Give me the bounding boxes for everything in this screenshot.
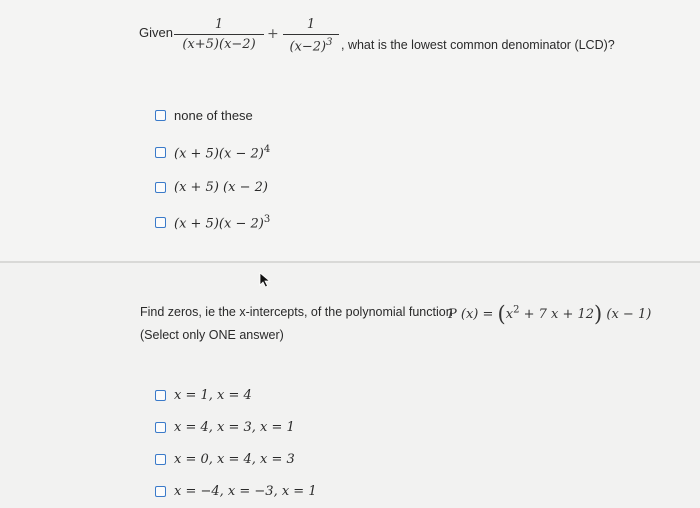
q1-option-2-checkbox[interactable] <box>155 147 166 158</box>
q1-option-4[interactable] <box>155 214 270 231</box>
q2-instruction: (Select only ONE answer) <box>140 328 284 342</box>
q1-frac1-denominator: (x+5)(x−2) <box>182 37 256 52</box>
q1-frac2-numerator: 1 <box>306 17 316 32</box>
q2-option-3-checkbox[interactable] <box>155 454 166 465</box>
q2-func-x: x <box>505 307 514 322</box>
question-2-panel <box>0 263 700 508</box>
q2-option-2[interactable] <box>155 420 295 435</box>
mouse-cursor-icon <box>259 272 271 288</box>
q1-frac1-bar <box>174 34 264 35</box>
q1-frac1-numerator: 1 <box>214 17 224 32</box>
q1-option-2-exponent: 4 <box>263 144 271 155</box>
q2-func-tail: (x − 1) <box>606 307 652 322</box>
q1-fraction-1 <box>174 17 264 52</box>
q1-option-4-checkbox[interactable] <box>155 217 166 228</box>
q2-option-4-label: x = −4, x = −3, x = 1 <box>174 484 317 499</box>
q1-plus-sign: + <box>267 26 279 42</box>
q1-option-4-base: (x + 5)(x − 2) <box>174 216 264 232</box>
q1-option-1[interactable] <box>155 108 253 123</box>
q2-function <box>448 302 651 326</box>
q2-prompt: Find zeros, ie the x-intercepts, of the polynomial function <box>140 305 453 319</box>
q1-option-3[interactable] <box>155 180 268 195</box>
q2-option-2-checkbox[interactable] <box>155 422 166 433</box>
q1-option-2-base: (x + 5)(x − 2) <box>174 146 264 162</box>
q2-option-3-label: x = 0, x = 4, x = 3 <box>174 452 295 467</box>
q1-frac2-den-base: (x−2) <box>289 39 327 55</box>
q1-frac2-den-exponent: 3 <box>326 37 333 48</box>
q2-func-exponent: 2 <box>513 304 520 316</box>
q2-option-1-label: x = 1, x = 4 <box>174 388 252 403</box>
q1-option-2-label <box>174 144 270 161</box>
q1-option-3-checkbox[interactable] <box>155 182 166 193</box>
q1-given-label: Given <box>139 25 173 40</box>
q2-option-2-label: x = 4, x = 3, x = 1 <box>174 420 295 435</box>
q1-frac2-denominator <box>283 37 339 54</box>
q2-option-3[interactable] <box>155 452 295 467</box>
q1-prompt: , what is the lowest common denominator (LCD)? <box>341 38 615 52</box>
q2-option-1[interactable] <box>155 388 252 403</box>
q2-func-paren-open: ( <box>497 302 506 326</box>
q1-option-1-checkbox[interactable] <box>155 110 166 121</box>
q2-option-4-checkbox[interactable] <box>155 486 166 497</box>
q1-option-4-label <box>174 214 270 231</box>
q2-option-4[interactable] <box>155 484 317 499</box>
q2-func-lhs: P (x) = <box>448 307 494 322</box>
q1-frac2-bar <box>283 34 339 35</box>
q2-option-1-checkbox[interactable] <box>155 390 166 401</box>
q2-func-rest: + 7 x + 12 <box>519 307 595 322</box>
q1-option-1-label: none of these <box>174 108 253 123</box>
q1-fraction-2 <box>283 17 339 54</box>
q1-option-4-exponent: 3 <box>263 214 271 225</box>
q2-func-paren-close: ) <box>594 302 603 326</box>
q1-option-3-label: (x + 5) (x − 2) <box>174 180 268 195</box>
q1-option-2[interactable] <box>155 144 270 161</box>
